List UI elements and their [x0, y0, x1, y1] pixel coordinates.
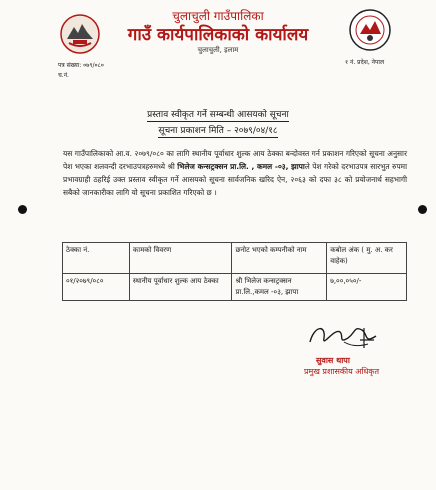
- body-text-part2: ले पेश गरेको दरभाउपत्र सारभुत रुपमा प्रभावग्राही ठहरिई उक्त प्रस्ताव स्वीकृत गर्ने आसयको सूचना सार्वजनिक खरिद ऐन, २०६३ को दफा ३८ को प्रयोजनार्थ सहभागी सबैको जानकारीका लागि यो सूचना प्रकाशित गरिएको छ ।: [63, 162, 407, 197]
- column-header: कामको विवरण: [129, 243, 232, 274]
- notice-subject: प्रस्ताव स्वीकृत गर्ने सम्बन्धी आसयको सूचना: [147, 110, 289, 120]
- bidder-name: भिलेज कन्सट्रक्सन प्रा.लि. , कमल -०३, झापा: [177, 162, 305, 171]
- punch-hole-left: [18, 205, 27, 214]
- letter-number: पत्र संख्या: ०७९/०८०: [58, 62, 104, 69]
- office-location: चुलाचुली, इलाम: [197, 46, 239, 54]
- column-header: ठेक्का नं.: [63, 243, 130, 274]
- office-title: गाउँ कार्यपालिकाको कार्यालय: [127, 25, 309, 45]
- column-header: छनोट भएको कम्पनीको नाम: [232, 243, 327, 274]
- column-header: कबोल अंक ( मु. अ. कर वाहेक): [327, 243, 407, 274]
- dispatch-number: च.नं.: [58, 72, 69, 79]
- signatory-title: प्रमुख प्रशासकीय अधिकृत: [304, 367, 380, 376]
- table-cell: स्थानीय पूर्वाधार शुल्क आय ठेक्का: [129, 274, 232, 301]
- publish-date: सूचना प्रकाशन मिति – २०७९/०४/१८: [158, 126, 278, 136]
- table-cell: ०१/२०७९/०८०: [63, 274, 130, 301]
- municipality-name: चुलाचुली गाउँपालिका: [172, 9, 264, 23]
- signature-image: [304, 318, 384, 352]
- table-header-row: [63, 243, 407, 274]
- province-address: १ नं. प्रदेश, नेपाल: [345, 59, 385, 66]
- punch-hole-right: [418, 205, 427, 214]
- table-cell: श्री भिलेज कन्सट्रक्सन प्रा.लि.,कमल -०३, झापा: [232, 274, 327, 301]
- table-cell: ७,००,०५०/-: [327, 274, 407, 301]
- body-text-part1: यस गाउँपालिकाको आ.व. २०७९/०८० का लागि स्थानीय पूर्वाधार शुल्क आय ठेक्का बन्दोवस्त गर्न प्रकाशन गरिएको सूचना अनुसार पेश भएका शलवन्दी दरभाउपत्रहरुमध्ये श्री: [63, 149, 407, 171]
- tender-table: [62, 242, 407, 301]
- signatory-name: सुवास थापा: [316, 356, 350, 365]
- table-row: [63, 274, 407, 301]
- notice-body: [63, 147, 407, 199]
